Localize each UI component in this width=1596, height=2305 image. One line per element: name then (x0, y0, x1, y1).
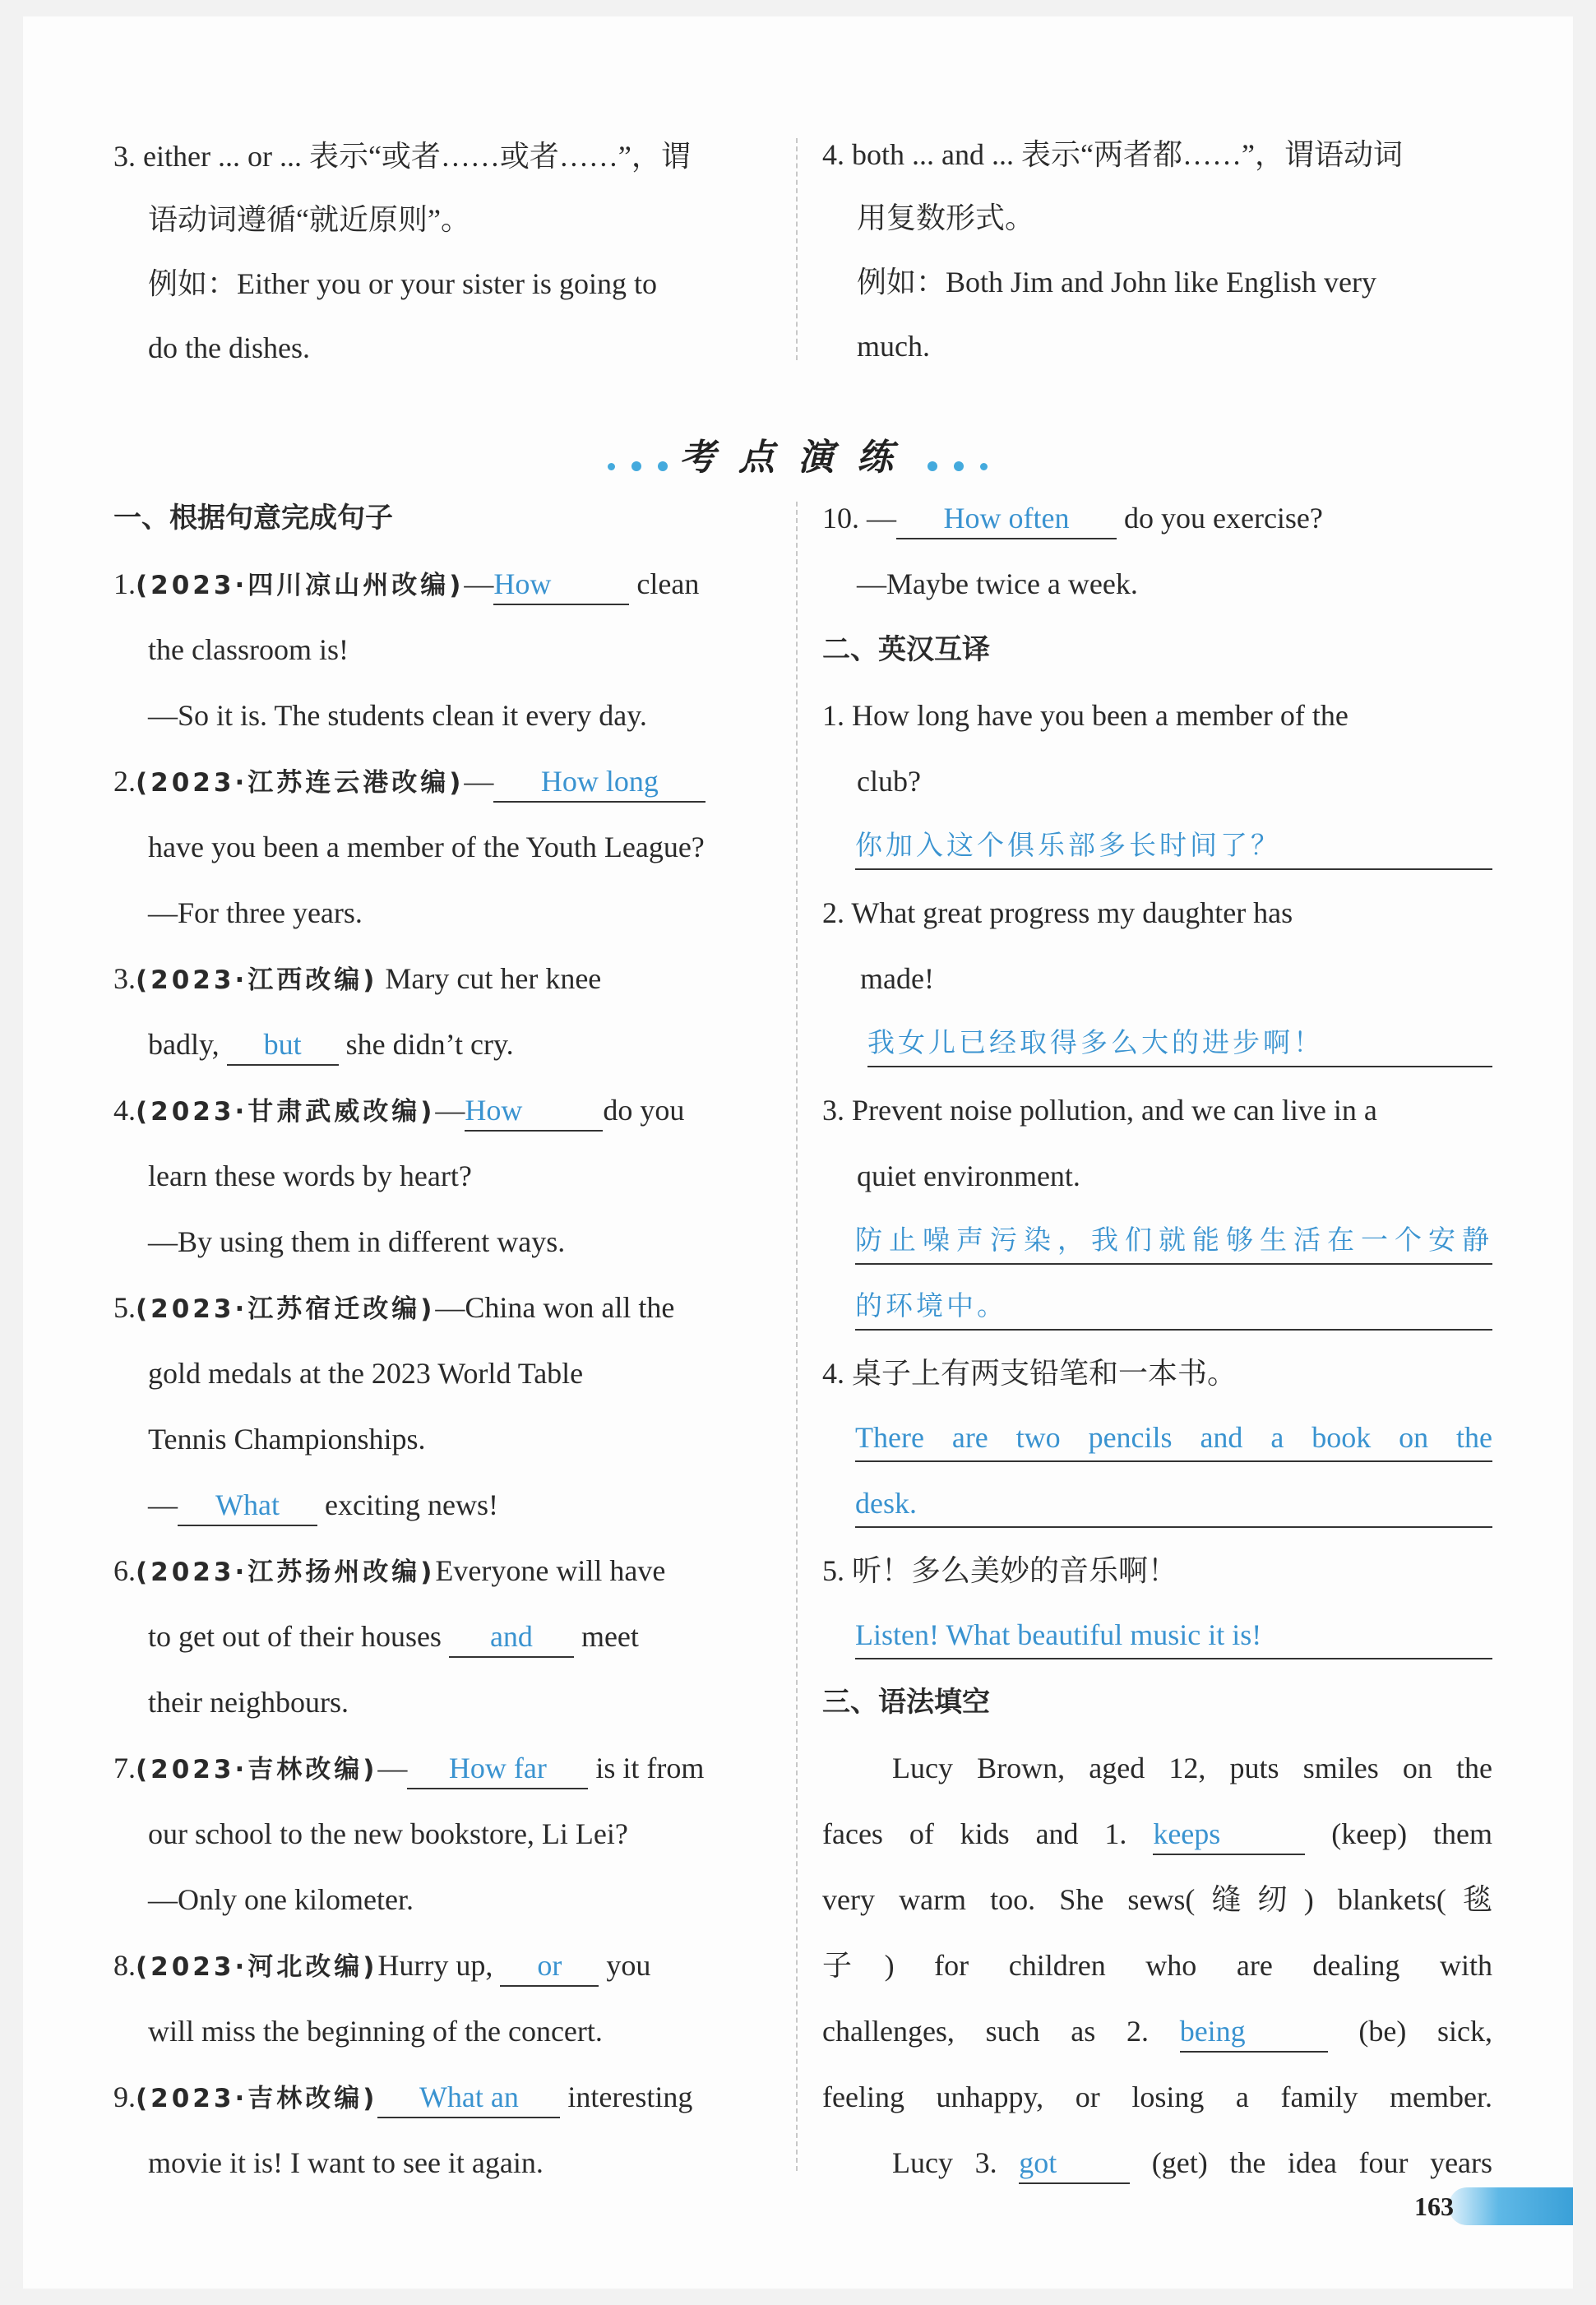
question-3 (113, 954, 601, 1003)
answer-blank[interactable]: being (1180, 2011, 1328, 2053)
text-line (822, 1809, 1492, 1858)
text-line: gold medals at the 2023 World Table (148, 1357, 584, 1390)
translate-q5: 5. 听！多么美妙的音乐啊！ (822, 1554, 1178, 1587)
question-8 (113, 1941, 650, 1990)
question-source: (2023·吉林改编) (136, 1755, 378, 1784)
answer-blank[interactable]: What (178, 1485, 317, 1526)
text-line: —Only one kilometer. (148, 1883, 414, 1916)
question-source: (2023·四川凉山州改编) (136, 571, 465, 600)
part2-heading: 二、英汉互译 (822, 633, 990, 666)
text-line: —For three years. (148, 896, 363, 929)
answer-blank[interactable]: got (1019, 2143, 1130, 2184)
part1-column (113, 493, 771, 2187)
text-line: the classroom is! (148, 633, 349, 666)
answer-line[interactable]: 防止噪声污染，我们就能够生活在一个安静 (855, 1217, 1492, 1265)
text-line: do the dishes. (148, 331, 310, 364)
question-text: exciting news! (325, 1488, 498, 1521)
answer-blank[interactable]: but (227, 1025, 339, 1066)
column-divider (796, 502, 798, 2171)
question-number: 3. (113, 962, 136, 995)
question-source: (2023·甘肃武威改编) (136, 1097, 436, 1127)
text-line: have you been a member of the Youth League? (148, 831, 705, 863)
answer-line[interactable]: There are two pencils and a book on the (855, 1414, 1492, 1462)
question-text: Lucy 3. (892, 2146, 997, 2179)
answer-blank[interactable]: or (500, 1946, 599, 1987)
question-source: (2023·河北改编) (136, 1952, 378, 1982)
question-text: is it from (595, 1752, 705, 1784)
text-line: learn these words by heart? (148, 1159, 472, 1192)
question-source: (2023·江西改编) (136, 965, 378, 995)
answer-line[interactable]: 我女儿已经取得多么大的进步啊！ (867, 1020, 1492, 1067)
question-number: 8. (113, 1949, 136, 1982)
question-text: to get out of their houses (148, 1620, 442, 1653)
answer-blank[interactable]: keeps (1153, 1814, 1305, 1855)
question-text: interesting (567, 2081, 693, 2113)
text-line: their neighbours. (148, 1686, 349, 1719)
question-text: Everyone will have (435, 1554, 666, 1587)
decorative-dot-icon (928, 461, 937, 471)
text-line: club? (857, 765, 921, 798)
text-line: 例如：Both Jim and John like English very (857, 266, 1376, 299)
text-line: will miss the beginning of the concert. (148, 2015, 603, 2048)
translate-q2: 2. What great progress my daughter has (822, 896, 1293, 929)
dash: — (377, 1752, 408, 1784)
question-5 (113, 1283, 674, 1332)
question-number: 7. (113, 1752, 136, 1784)
text-line: —Maybe twice a week. (857, 567, 1138, 600)
answer-line[interactable]: desk. (855, 1480, 1492, 1528)
text-line: very warm too. She sews(缝纫) blankets(毯 (822, 1883, 1492, 1916)
answer-blank[interactable]: How far (407, 1748, 588, 1789)
answer-blank[interactable]: How (493, 564, 629, 605)
text-line: 3. either ... or ... 表示“或者……或者……”，谓 (113, 140, 691, 173)
question-10 (822, 493, 1323, 543)
question-text: do you (603, 1094, 685, 1127)
question-text: Hurry up, (377, 1949, 493, 1982)
text-line: Lucy Brown, aged 12, puts smiles on the (892, 1752, 1492, 1784)
text-line: our school to the new bookstore, Li Lei? (148, 1817, 628, 1850)
text-line: quiet environment. (857, 1159, 1080, 1192)
section-title (567, 428, 1028, 477)
text-line: made! (860, 962, 934, 995)
question-6 (113, 1546, 665, 1595)
question-source: (2023·江苏宿迁改编) (136, 1294, 436, 1324)
text-line: 子) for children who are dealing with (822, 1949, 1492, 1982)
decorative-dot-icon (631, 461, 641, 471)
question-text: badly, (148, 1028, 220, 1061)
question-number: 2. (113, 765, 136, 798)
decorative-dot-icon (658, 461, 668, 471)
question-text: (be) sick, (1358, 2015, 1493, 2048)
question-number: 10. — (822, 502, 896, 535)
page-number: 163 (1414, 2192, 1454, 2221)
decorative-dot-icon (980, 463, 988, 470)
question-text: she didn’t cry. (345, 1028, 514, 1061)
answer-blank[interactable]: What an (377, 2077, 560, 2118)
text-line: 4. both ... and ... 表示“两者都……”，谓语动词 (822, 138, 1403, 171)
section-title-text: 考点演练 (679, 437, 916, 479)
question-7 (113, 1743, 704, 1793)
answer-blank[interactable]: How long (493, 761, 705, 803)
question-text: you (606, 1949, 651, 1982)
question-text: challenges, such as 2. (822, 2015, 1149, 2048)
text-line: movie it is! I want to see it again. (148, 2146, 544, 2179)
question-number: 6. (113, 1554, 136, 1587)
question-source: (2023·江苏扬州改编) (136, 1557, 436, 1587)
decorative-dot-icon (954, 461, 964, 471)
text-line (822, 2138, 1492, 2187)
question-1 (113, 559, 699, 609)
question-text: (keep) them (1331, 1817, 1493, 1850)
right-column (822, 493, 1492, 2187)
question-text: faces of kids and 1. (822, 1817, 1127, 1850)
text-line (113, 1480, 498, 1530)
text-line: —By using them in different ways. (148, 1225, 566, 1258)
text-line: —So it is. The students clean it every day. (148, 699, 647, 732)
text-line: 用复数形式。 (857, 201, 1035, 234)
question-9 (113, 2072, 692, 2122)
text-line (113, 1612, 639, 1661)
question-source: (2023·吉林改编) (136, 2084, 378, 2113)
question-text: meet (581, 1620, 639, 1653)
part1-heading: 一、根据句意完成句子 (113, 502, 393, 535)
question-4 (113, 1085, 684, 1135)
question-text: (get) the idea four years (1151, 2146, 1493, 2179)
question-number: 9. (113, 2081, 136, 2113)
translate-q3: 3. Prevent noise pollution, and we can live in a (822, 1094, 1377, 1127)
answer-line[interactable]: Listen! What beautiful music it is! (855, 1612, 1492, 1659)
text-line: Tennis Championships. (148, 1423, 426, 1456)
translate-q1: 1. How long have you been a member of the (822, 699, 1349, 732)
translate-q4: 4. 桌子上有两支铅笔和一本书。 (822, 1357, 1237, 1390)
question-number: 5. (113, 1291, 136, 1324)
question-number: 4. (113, 1094, 136, 1127)
column-divider (796, 138, 798, 360)
question-number: 1. (113, 567, 136, 600)
page-number-bar (1449, 2187, 1573, 2225)
answer-blank[interactable]: How often (896, 498, 1117, 539)
question-text: —China won all the (435, 1291, 675, 1324)
text-line: much. (857, 330, 930, 363)
dash: — (435, 1094, 465, 1127)
answer-line[interactable]: 你加入这个俱乐部多长时间了？ (855, 822, 1492, 870)
answer-line[interactable]: 的环境中。 (855, 1283, 1492, 1331)
text-line: 例如：Either you or your sister is going to (148, 267, 657, 300)
question-text: do you exercise? (1124, 502, 1323, 535)
decorative-dot-icon (608, 463, 615, 470)
question-text: Mary cut her knee (385, 962, 602, 995)
answer-blank[interactable]: How (465, 1090, 603, 1132)
question-text: clean (636, 567, 700, 600)
dash: — (148, 1488, 178, 1521)
question-source: (2023·江苏连云港改编) (136, 768, 465, 798)
question-2 (113, 757, 705, 806)
text-line (113, 1020, 514, 1069)
answer-blank[interactable]: and (449, 1617, 574, 1658)
text-line (822, 2006, 1492, 2056)
dash: — (464, 765, 494, 798)
text-line: 语动词遵循“就近原则”。 (148, 203, 470, 236)
text-line: feeling unhappy, or losing a family member. (822, 2081, 1492, 2113)
part3-heading: 三、语法填空 (822, 1686, 990, 1719)
dash: — (464, 567, 494, 600)
